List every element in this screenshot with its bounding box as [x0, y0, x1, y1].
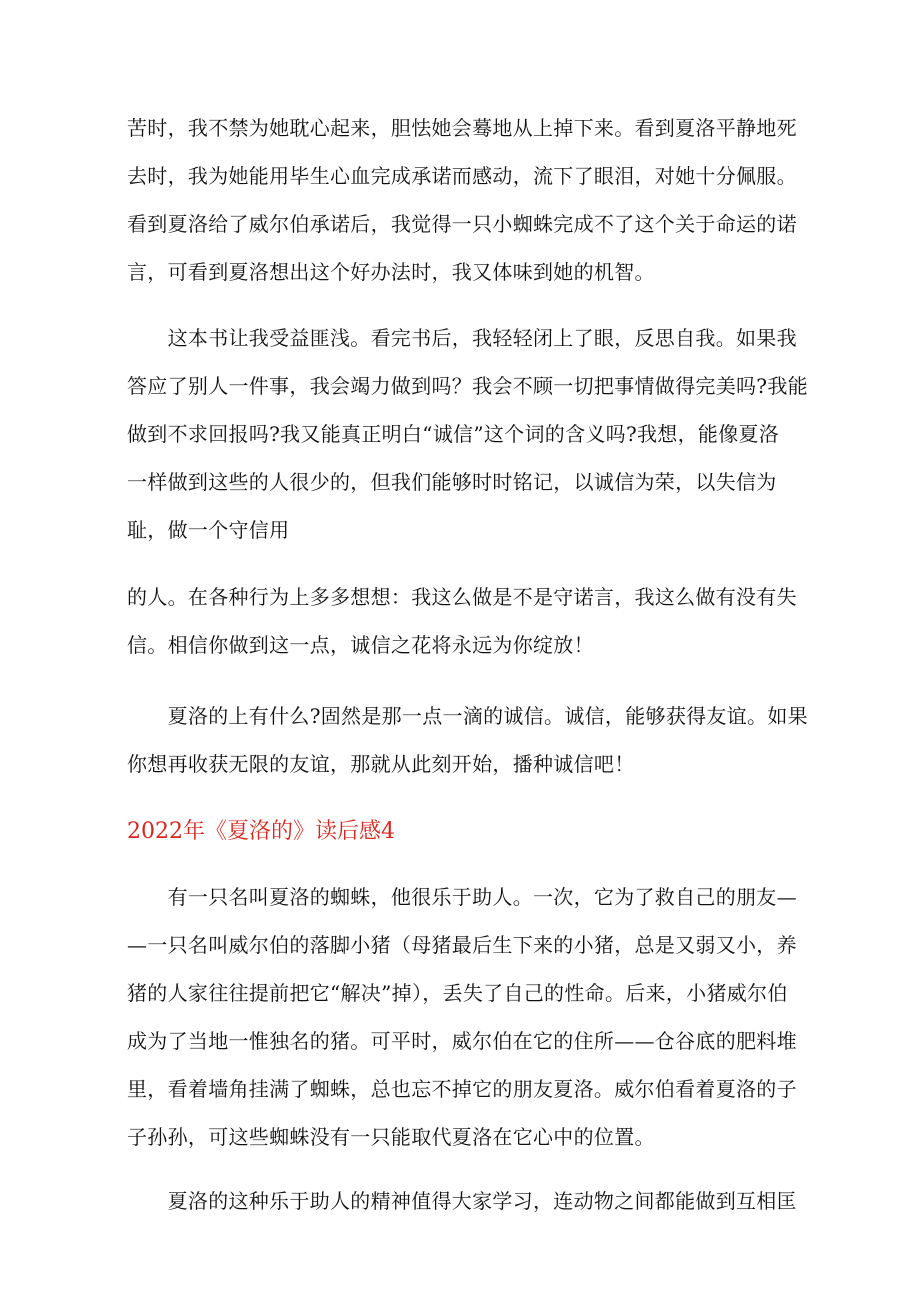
paragraph-line: —一只名叫威尔伯的落脚小猪（母猪最后生下来的小猪，总是又弱又小，养	[127, 933, 797, 957]
paragraph-line: 你想再收获无限的友谊，那就从此刻开始，播种诚信吧！	[127, 752, 635, 776]
paragraph-line: 猪的人家往往提前把它“解决”掉），丢失了自己的性命。后来，小猪威尔伯	[127, 981, 788, 1005]
paragraph-line: 耻，做一个守信用	[127, 518, 290, 542]
paragraph-line: 苦时，我不禁为她耽心起来，胆怯她会蓦地从上掉下来。看到夏洛平静地死	[127, 116, 797, 140]
paragraph-line: 一样做到这些的人很少的，但我们能够时时铭记，以诚信为荣，以失信为	[127, 470, 777, 494]
paragraph-line: 夏洛的这种乐于助人的精神值得大家学习，连动物之间都能做到互相匡	[127, 1189, 797, 1213]
section-heading: 2022年《夏洛的》读后感4	[127, 819, 395, 844]
paragraph-line: 去时，我为她能用毕生心血完成承诺而感动，流下了眼泪，对她十分佩服。	[127, 164, 797, 188]
paragraph-line: 的人。在各种行为上多多想想：我这么做是不是守诺言，我这么做有没有失	[127, 585, 797, 609]
paragraph-line: 里，看着墙角挂满了蜘蛛，总也忘不掉它的朋友夏洛。威尔伯看着夏洛的子	[127, 1077, 797, 1101]
paragraph-line: 做到不求回报吗?我又能真正明白“诚信”这个词的含义吗?我想，能像夏洛	[127, 422, 780, 446]
paragraph-line: 言，可看到夏洛想出这个好办法时，我又体味到她的机智。	[127, 260, 655, 284]
paragraph-line: 成为了当地一惟独名的猪。可平时，威尔伯在它的住所——仓谷底的肥料堆	[127, 1029, 797, 1053]
paragraph-line: 答应了别人一件事，我会竭力做到吗？我会不顾一切把事情做得完美吗?我能	[127, 374, 808, 398]
paragraph-line: 看到夏洛给了威尔伯承诺后，我觉得一只小蜘蛛完成不了这个关于命运的诺	[127, 212, 797, 236]
paragraph-line: 这本书让我受益匪浅。看完书后，我轻轻闭上了眼，反思自我。如果我	[127, 326, 797, 350]
paragraph-line: 子孙孙，可这些蜘蛛没有一只能取代夏洛在它心中的位置。	[127, 1125, 655, 1149]
paragraph-line: 信。相信你做到这一点，诚信之花将永远为你绽放！	[127, 633, 594, 657]
paragraph-line: 有一只名叫夏洛的蜘蛛，他很乐于助人。一次，它为了救自己的朋友—	[127, 885, 797, 909]
paragraph-line: 夏洛的上有什么?固然是那一点一滴的诚信。诚信，能够获得友谊。如果	[127, 704, 808, 728]
